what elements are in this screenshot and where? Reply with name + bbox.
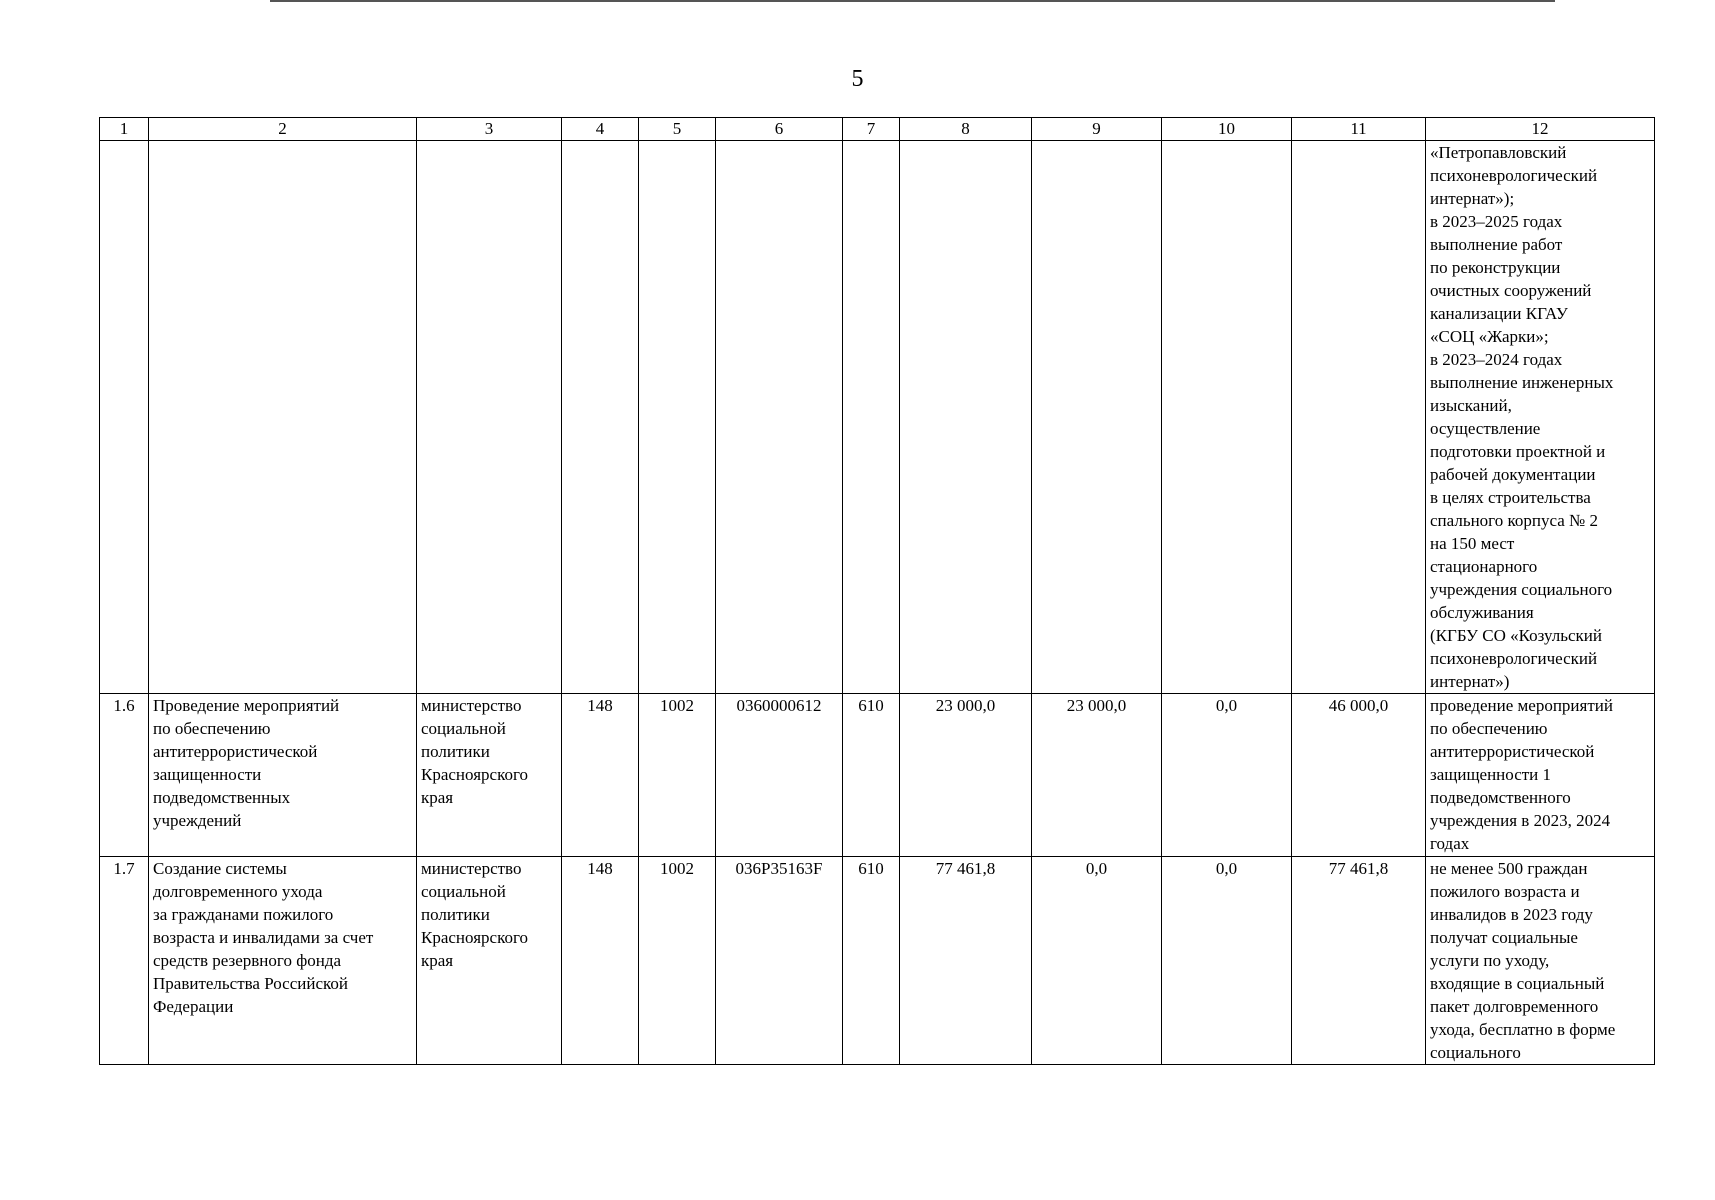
table-cell [1292,141,1426,694]
column-header: 1 [100,118,149,141]
amount-2023: 77 461,8 [900,857,1032,1065]
amount-total: 77 461,8 [1292,857,1426,1065]
table-cell [900,141,1032,694]
table-cell [716,141,843,694]
result-cell: не менее 500 граждан пожилого возраста и инвалидов в 2023 году получат социальные услуги по уходу, входящие в социальный пакет долговременного ухода, бесплатно в форме социального [1426,857,1655,1065]
vr-code: 610 [843,857,900,1065]
executor: министерство социальной политики Красноярского края [417,857,562,1065]
column-header: 3 [417,118,562,141]
grbs-code: 148 [562,694,639,857]
table-row-continuation [100,141,1655,694]
amount-2025: 0,0 [1162,857,1292,1065]
column-header: 4 [562,118,639,141]
data-table [99,117,1655,1065]
table-cell [417,141,562,694]
result-cell: проведение мероприятий по обеспечению антитеррористической защищенности 1 подведомственного учреждения в 2023, 2024 годах [1426,694,1655,857]
amount-2023: 23 000,0 [900,694,1032,857]
column-header: 10 [1162,118,1292,141]
table-cell [562,141,639,694]
csr-code: 0360000612 [716,694,843,857]
table-cell [149,141,417,694]
page-number: 5 [851,66,864,92]
column-header: 6 [716,118,843,141]
table-cell [1032,141,1162,694]
result-cell: «Петропавловский психоневрологический интернат»); в 2023–2025 годах выполнение работ по реконструкции очистных сооружений канализации КГАУ «СОЦ «Жарки»; в 2023–2024 годах выполнение инженерных изысканий, осуществление подготовки проектной и рабочей документации в целях строительства спального корпуса № 2 на 150 мест стационарного учреждения социального обслуживания (КГБУ СО «Козульский психоневрологический интернат») [1426,141,1655,694]
vr-code: 610 [843,694,900,857]
amount-2024: 0,0 [1032,857,1162,1065]
table-cell [100,141,149,694]
column-header: 9 [1032,118,1162,141]
rzpr-code: 1002 [639,857,716,1065]
rzpr-code: 1002 [639,694,716,857]
table-cell [639,141,716,694]
activity-name: Создание системы долговременного ухода за гражданами пожилого возраста и инвалидами за счет средств резервного фонда Правительства Российской Федерации [149,857,417,1065]
column-header: 2 [149,118,417,141]
row-number: 1.6 [100,694,149,857]
header-row [100,118,1655,141]
column-header: 12 [1426,118,1655,141]
executor: министерство социальной политики Красноярского края [417,694,562,857]
table-cell [843,141,900,694]
column-header: 7 [843,118,900,141]
amount-total: 46 000,0 [1292,694,1426,857]
amount-2025: 0,0 [1162,694,1292,857]
grbs-code: 148 [562,857,639,1065]
csr-code: 036P35163F [716,857,843,1065]
table-row [100,694,1655,857]
table-cell [1162,141,1292,694]
column-header: 11 [1292,118,1426,141]
column-header: 8 [900,118,1032,141]
activity-name: Проведение мероприятий по обеспечению антитеррористической защищенности подведомственных учреждений [149,694,417,857]
top-rule [270,0,1555,2]
table-row [100,857,1655,1065]
amount-2024: 23 000,0 [1032,694,1162,857]
row-number: 1.7 [100,857,149,1065]
column-header: 5 [639,118,716,141]
